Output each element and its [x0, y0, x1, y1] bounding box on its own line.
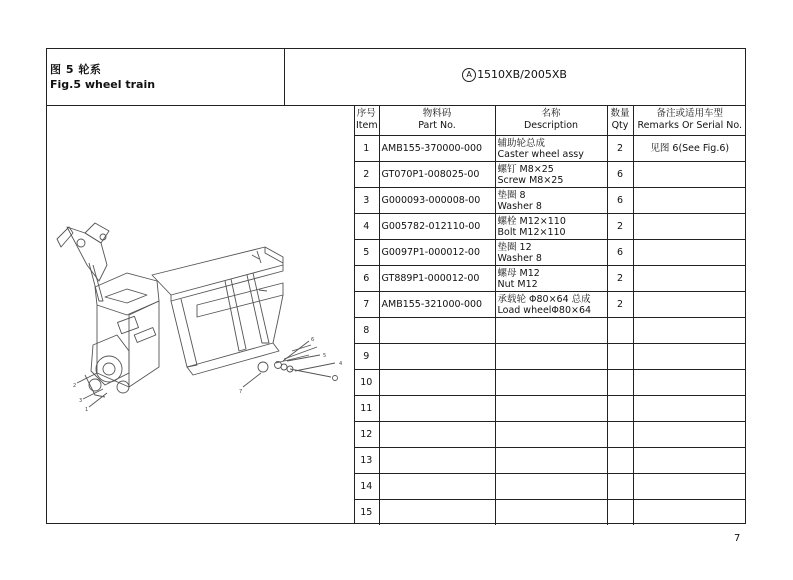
remarks: [633, 344, 746, 370]
callout-4: 4: [339, 361, 343, 367]
callout-2: 2: [73, 383, 77, 389]
remarks: [633, 500, 746, 526]
remarks: [633, 318, 746, 344]
item-number: 3: [354, 188, 379, 214]
figure-title-cn: 图 5 轮系: [50, 63, 102, 76]
part-number: [379, 422, 495, 448]
table-row: [354, 292, 746, 318]
remarks: [633, 162, 746, 188]
description: 承载轮 Φ80×64 总成 Load wheelΦ80×64: [495, 292, 607, 318]
pallet-truck-illustration: [47, 105, 354, 525]
remarks: [633, 214, 746, 240]
description: 垫圈 12 Washer 8: [495, 240, 607, 266]
model-circle-mark: A: [462, 68, 476, 82]
part-number: AMB155-321000-000: [379, 292, 495, 318]
model-number: 1510XB/2005XB: [477, 68, 567, 81]
remarks: [633, 448, 746, 474]
quantity: [607, 396, 633, 422]
remarks: [633, 396, 746, 422]
quantity: [607, 474, 633, 500]
table-row: [354, 318, 746, 344]
part-number: [379, 344, 495, 370]
quantity: 6: [607, 162, 633, 188]
col-header-part-no: 物料码 Part No.: [379, 105, 495, 136]
remarks: [633, 292, 746, 318]
item-number: 13: [354, 448, 379, 474]
remarks: [633, 474, 746, 500]
part-number: G005782-012110-00: [379, 214, 495, 240]
item-number: 14: [354, 474, 379, 500]
item-number: 15: [354, 500, 379, 526]
table-row: [354, 188, 746, 214]
col-header-item: 序号 Item: [354, 105, 379, 136]
part-number: [379, 318, 495, 344]
table-row: [354, 214, 746, 240]
part-number: [379, 396, 495, 422]
item-number: 9: [354, 344, 379, 370]
page-number: 7: [734, 533, 741, 544]
truck-body-side: [97, 305, 129, 387]
description: [495, 500, 607, 526]
callout-3: 3: [79, 398, 83, 404]
part-number: G0097P1-000012-00: [379, 240, 495, 266]
model-label: [284, 68, 745, 82]
description: 螺钉 M8×25 Screw M8×25: [495, 162, 607, 188]
table-row: [354, 474, 746, 500]
table-header-row: [354, 105, 746, 136]
quantity: [607, 500, 633, 526]
quantity: 2: [607, 266, 633, 292]
table-row: [354, 370, 746, 396]
exploded-drawing: [47, 105, 355, 523]
callout-6: 6: [311, 337, 315, 343]
table-row: [354, 500, 746, 526]
remarks: [633, 422, 746, 448]
load-wheel-part: [258, 362, 268, 372]
fork-lower-rail: [197, 283, 283, 317]
table-row: [354, 448, 746, 474]
part-number: G000093-000008-00: [379, 188, 495, 214]
item-number: 8: [354, 318, 379, 344]
quantity: [607, 422, 633, 448]
remarks: [633, 188, 746, 214]
callout-7: 7: [239, 389, 243, 395]
item-number: 12: [354, 422, 379, 448]
quantity: 2: [607, 292, 633, 318]
table-row: [354, 240, 746, 266]
description: [495, 474, 607, 500]
quantity: 2: [607, 136, 633, 162]
part-number: [379, 500, 495, 526]
quantity: 2: [607, 214, 633, 240]
remarks: [633, 370, 746, 396]
item-number: 2: [354, 162, 379, 188]
parts-page-frame: [46, 48, 746, 524]
quantity: [607, 318, 633, 344]
fork-bottom-rail: [187, 343, 279, 375]
description: [495, 318, 607, 344]
description: 垫圈 8 Washer 8: [495, 188, 607, 214]
part-number: GT889P1-000012-00: [379, 266, 495, 292]
part-number: [379, 370, 495, 396]
callout-1: 1: [85, 407, 89, 413]
fork-rail-front: [171, 265, 283, 301]
part-number: [379, 474, 495, 500]
table-row: [354, 422, 746, 448]
quantity: [607, 448, 633, 474]
remarks: [633, 266, 746, 292]
table-row: [354, 266, 746, 292]
figure-title-en: Fig.5 wheel train: [50, 78, 156, 91]
page-header: [47, 49, 745, 106]
quantity: 6: [607, 188, 633, 214]
table-row: [354, 344, 746, 370]
parts-table: [354, 105, 746, 525]
description: [495, 422, 607, 448]
callout-5: 5: [323, 353, 327, 359]
description: 螺母 M12 Nut M12: [495, 266, 607, 292]
quantity: [607, 344, 633, 370]
description: [495, 448, 607, 474]
col-header-remarks: 备注或适用车型 Remarks Or Serial No.: [633, 105, 746, 136]
description: [495, 396, 607, 422]
remarks: [633, 240, 746, 266]
item-number: 5: [354, 240, 379, 266]
table-row: [354, 396, 746, 422]
col-header-description: 名称 Description: [495, 105, 607, 136]
item-number: 11: [354, 396, 379, 422]
truck-body-top: [95, 273, 159, 315]
item-number: 7: [354, 292, 379, 318]
figure-title-cell: [47, 49, 285, 105]
description: [495, 344, 607, 370]
col-header-qty: 数量 Qty: [607, 105, 633, 136]
quantity: [607, 370, 633, 396]
item-number: 1: [354, 136, 379, 162]
item-number: 10: [354, 370, 379, 396]
table-row: [354, 162, 746, 188]
part-number: AMB155-370000-000: [379, 136, 495, 162]
table-row: [354, 136, 746, 162]
description: 辅助轮总成 Caster wheel assy: [495, 136, 607, 162]
part-number: [379, 448, 495, 474]
part-number: GT070P1-008025-00: [379, 162, 495, 188]
description: 螺栓 M12×110 Bolt M12×110: [495, 214, 607, 240]
item-number: 6: [354, 266, 379, 292]
quantity: 6: [607, 240, 633, 266]
description: [495, 370, 607, 396]
remarks: 见图 6(See Fig.6): [633, 136, 746, 162]
item-number: 4: [354, 214, 379, 240]
